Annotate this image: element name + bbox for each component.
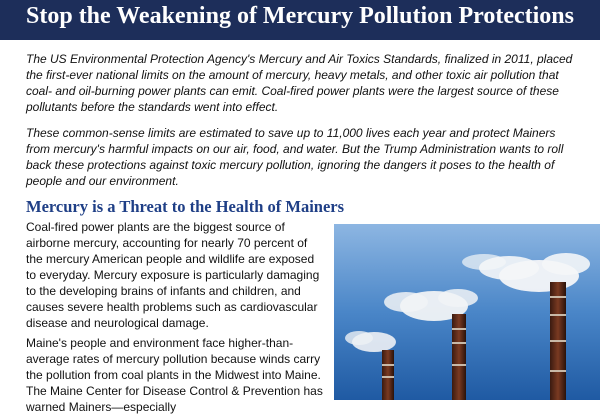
intro-paragraph-2: These common-sense limits are estimated to save up to 11,000 lives each year and protect Mainers from mercury's harmful impacts on our air, food, and water. But the Trump Administration wants to roll back these protections against toxic mercury pollution, ignoring the dangers it poses to the health of people and our environment.	[26, 126, 564, 188]
smokestack-left	[382, 350, 394, 400]
page-title: Stop the Weakening of Mercury Pollution Protections	[26, 3, 574, 29]
body-paragraph-1: Coal-fired power plants are the biggest source of airborne mercury, accounting for nearly 70 percent of the mercury American people and wildlife are exposed to everyday. Mercury exposure is particularly damaging to the developing brains of infants and children, and causes severe health problems such as cardiovascular disease and neurological damage.	[26, 220, 320, 330]
intro-paragraph-1: The US Environmental Protection Agency's Mercury and Air Toxics Standards, finalized in 2011, placed the first-ever national limits on the amount of mercury, heavy metals, and other toxic air pollution that coal- and oil-burning power plants can emit. Coal-fired power plants were the largest source of these pollutants before the standards went into effect.	[26, 52, 573, 114]
section-heading: Mercury is a Threat to the Health of Mainers	[26, 197, 345, 216]
smokestack-right	[550, 282, 566, 400]
body-paragraph-2: Maine's people and environment face higher-than-average rates of mercury pollution because winds carry the pollution from coal plants in the Midwest into Maine. The Maine Center for Disease Control & Prevention has warned Mainers—especially	[26, 336, 323, 414]
smokestack-middle	[452, 314, 466, 400]
smokestacks-photo	[334, 224, 600, 400]
title-banner	[0, 0, 600, 40]
